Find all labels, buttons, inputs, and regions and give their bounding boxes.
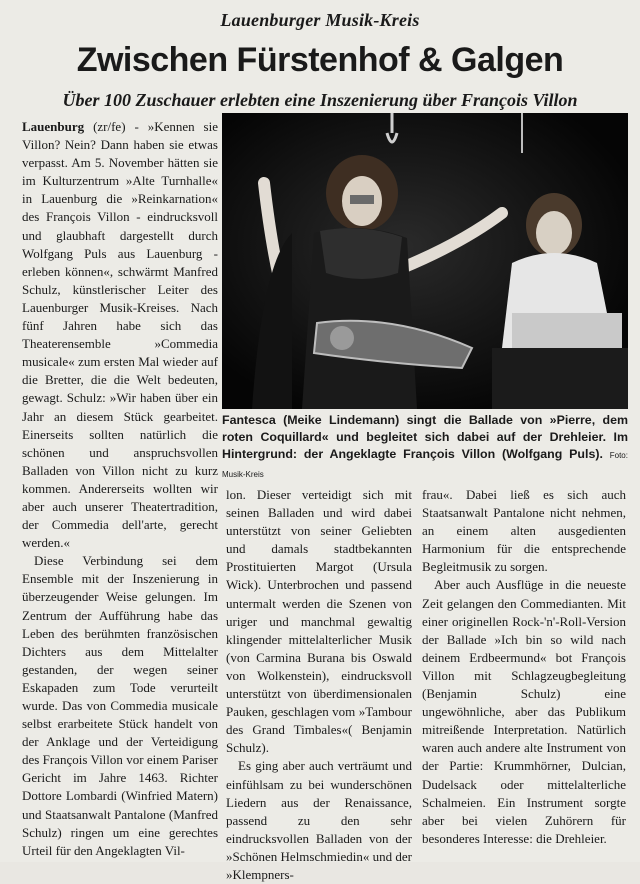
stage-photo bbox=[222, 113, 628, 409]
article-column-2 bbox=[226, 486, 412, 884]
paragraph-6: Aber auch Ausflüge in die neueste Zeit gelangen den Commedianten. Mit einer originellen Rock-'n'-Roll-Version der Ballade »Ich bin so wild nach deinem Erdbeermund« bot François Villon mit Schlagzeugbegleitung (Benjamin Schulz) eine ungewöhnliche, aber das Publikum mitreißende Interpretation. Natürlich waren auch andere alte Instrument von der Partie: Krummhörner, Dulcian, Dudelsack oder mittelalterliche Schalmeien. Ein Instrument sorgte aber bei vielen Zuhörern für besonderes Interesse: die Drehleier. bbox=[422, 577, 626, 846]
kicker: Lauenburger Musik-Kreis bbox=[220, 10, 420, 30]
paragraph-1-text: (zr/fe) - »Kennen sie Villon? Nein? Dann haben sie etwas verpasst. Am 5. November hätten sie im Kulturzentrum »Alte Turnhalle« in Lauenburg die »Reinkarnation« des François Villon - eindrucksvoll und glaubhaft dargestellt durch Wolfgang Puls aus Lauenburg - erleben können«, schwärmt Manfred Schulz, künstlerischer Leiter des Lauenburger Musik-Kreises. Nach fünf Jahren habe sich das Theaterensemble »Commedia musicale« zum ersten Mal wieder auf die Bretter, die die Welt bedeuten, gewagt. Schulz: »Wir haben über ein Jahr an diesem Stück gearbeitet. Einerseits sollten natürlich die schönen und anspruchsvollen Balladen von Villon nicht zu kurz kommen. Andererseits wollten wir aber auch unserer Theatertradition, der Commedia dell'arte, gerecht werden.« bbox=[22, 119, 218, 551]
article-column-3 bbox=[422, 486, 626, 848]
headline: Zwischen Fürstenhof & Galgen bbox=[76, 41, 564, 79]
photo-credit: Foto: Musik-Kreis bbox=[222, 451, 628, 479]
paragraph-1 bbox=[22, 118, 218, 552]
stage-photo-image bbox=[222, 113, 628, 409]
dateline: Lauenburg bbox=[22, 119, 85, 134]
paragraph-2: Diese Verbindung sei dem Ensemble mit der Inszenierung in überzeugender Weise gelungen. Im Zentrum der Aufführung habe das Leben des berühmten französischen Dichters aus dem Mittelalter gestanden, der wegen seiner Eskapaden zum Tode verurteilt wurde. Das von Commedia musicale selbst erarbeitete Stück handelt von der Anklage und der Verteidigung des François Villon vor einem Pariser Gericht im Jahre 1463. Richter Dottore Lombardi (Winfried Matern) und Staatsanwalt Pantalone (Manfred Schulz) ringen um eine gerechtes Urteil für den Angeklagten Vil- bbox=[22, 553, 218, 858]
photo-caption bbox=[222, 412, 628, 483]
paragraph-4: Es ging aber auch verträumt und einfühlsam zu bei wunderschönen Liedern aus der Renaissance, passend zu den sehr eindrucksvollen Balladen von der »Schönen Helmschmiedin« und der »Klempners- bbox=[226, 758, 412, 882]
article-column-1 bbox=[22, 118, 218, 860]
paragraph-5: frau«. Dabei ließ es sich auch Staatsanwalt Pantalone nicht nehmen, an einem alten ausgedienten Harmonium für die entsprechende Begleitmusik zu sorgen. bbox=[422, 487, 626, 575]
paragraph-3: lon. Dieser verteidigt sich mit seinen Balladen und wird dabei unterstützt von seiner Geliebten und damals stadtbekannten Prostituierten Margot (Ursula Wick). Unterbrochen und passend untermalt werden die Szenen von uriger und manchmal gewaltig klingender mittelalterlicher Musik (von Carmina Burana bis Oswald von Wolkenstein), eindrucksvoll unterstützt von überdimensionalen Pauken, geschlagen vom »Tambour des Grand Timbales«( Benjamin Schulz). bbox=[226, 487, 412, 756]
caption-text: Fantesca (Meike Lindemann) singt die Ballade von »Pierre, dem roten Coquillard« und begleitet sich dabei auf der Drehleier. Im Hintergrund: der Angeklagte François Villon (Wolfgang Puls). bbox=[222, 413, 628, 462]
subheadline: Über 100 Zuschauer erlebten eine Inszenierung über François Villon bbox=[62, 90, 578, 110]
